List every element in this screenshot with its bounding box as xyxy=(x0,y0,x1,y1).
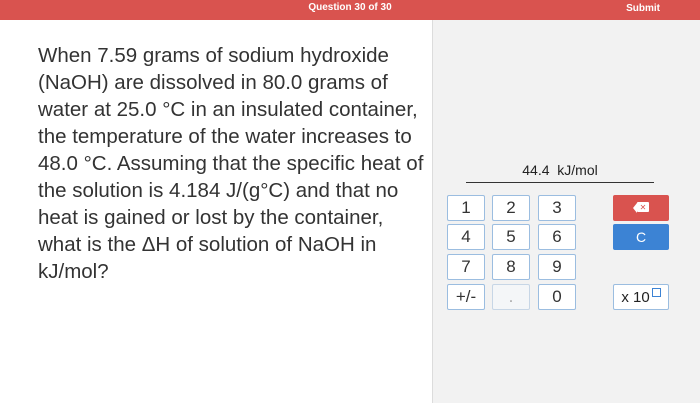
key-2[interactable]: 2 xyxy=(492,195,530,221)
question-counter: Question 30 of 30 xyxy=(308,2,392,13)
key-1[interactable]: 1 xyxy=(447,195,485,221)
key-8[interactable]: 8 xyxy=(492,254,530,280)
times-ten-label: x 10 xyxy=(621,288,650,306)
key-plus-minus[interactable]: +/- xyxy=(447,284,485,310)
key-decimal[interactable]: . xyxy=(492,284,530,310)
top-bar xyxy=(0,0,700,20)
submit-button[interactable]: Submit xyxy=(626,3,660,14)
answer-display[interactable] xyxy=(466,158,654,183)
backspace-icon xyxy=(633,203,649,213)
clear-button[interactable]: C xyxy=(613,224,669,250)
backspace-button[interactable] xyxy=(613,195,669,221)
times-ten-button[interactable] xyxy=(613,284,669,310)
key-6[interactable]: 6 xyxy=(538,224,576,250)
key-3[interactable]: 3 xyxy=(538,195,576,221)
key-4[interactable]: 4 xyxy=(447,224,485,250)
answer-unit: kJ/mol xyxy=(557,162,598,178)
question-panel xyxy=(0,20,433,403)
exponent-box-icon xyxy=(652,288,661,297)
key-0[interactable]: 0 xyxy=(538,284,576,310)
question-text: When 7.59 grams of sodium hydroxide (NaOH) are dissolved in 80.0 grams of water at 25.0 °C in an insulated container, the temperature of the water increases to 48.0 °C. Assuming that the specific heat of the solution is 4.184 J/(g°C) and that no heat is gained or lost by the container, what is the ΔH of solution of NaOH in kJ/mol? xyxy=(38,44,424,283)
key-5[interactable]: 5 xyxy=(492,224,530,250)
answer-value: 44.4 xyxy=(522,162,550,178)
key-7[interactable]: 7 xyxy=(447,254,485,280)
key-9[interactable]: 9 xyxy=(538,254,576,280)
